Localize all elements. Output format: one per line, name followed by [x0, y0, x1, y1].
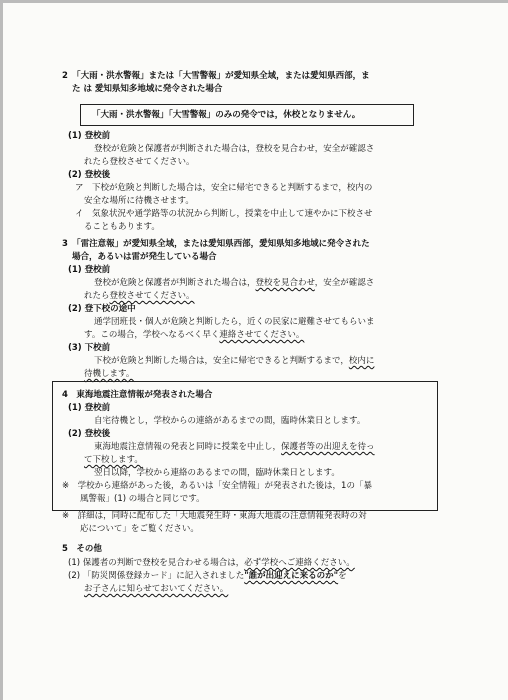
- s4-item2-label: (2) 登校後: [68, 429, 111, 439]
- scan-edge-left: [0, 0, 3, 700]
- s5-item1: (1) 保護者の判断で登校を見合わせる場合は，必ず学校へご連絡ください。: [68, 558, 355, 568]
- s2-item1-line1: 登校が危険と保護者が判断された場合は，登校を見合わせ，安全が確認さ: [94, 144, 375, 154]
- s4-item1-label: (1) 登校前: [68, 403, 111, 413]
- notice-text: 「大雨・洪水警報」「大雪警報」のみの発令では，休校となりません。: [92, 110, 361, 120]
- s4-item2-line3: 翌日以降，学校から連絡のあるまでの間，臨時休業日とします。: [94, 468, 340, 478]
- s4-item2-line2: て下校します。: [84, 455, 143, 465]
- s4-item2-line1: 東海地震注意情報の発表と同時に授業を中止し，保護者等の出迎えを待っ: [94, 442, 375, 452]
- section-5-heading: 5 その他: [62, 544, 102, 554]
- s3-item3-line2: 待機します。: [84, 369, 135, 379]
- s2-item1-line2: れたら登校させてください。: [84, 157, 195, 167]
- s3-item1-label: (1) 登校前: [68, 265, 111, 275]
- s2-item2-a-line2: 安全な場所に待機させます。: [84, 196, 194, 206]
- s4-note2-line1: ※ 詳細は，同時に配布した「大地震発生時・東海大地震の注意情報発表時の対: [62, 511, 367, 521]
- s3-item2-line1: 通学団班長・個人が危険と判断したら，近くの民家に避難させてもらいま: [94, 317, 375, 327]
- s3-item3-line1: 下校が危険と判断した場合は，安全に帰宅できると判断するまで，校内に: [94, 356, 375, 366]
- s4-note1-line1: ※ 学校から連絡があった後，あるいは「安全情報」が発表された後は，1の「暴: [62, 481, 372, 491]
- s3-item2-line2: す。この場合，学校へなるべく早く連絡させてください。: [84, 330, 305, 340]
- section-3-heading-line2: 場合，あるいは雷が発生している場合: [72, 252, 217, 262]
- s5-item2-line1: (2) 「防災関係登録カード」に記入されました"誰が出迎えに来るのか"を: [68, 571, 347, 581]
- section-4-heading: 4 東海地震注意情報が発表された場合: [62, 390, 213, 400]
- s3-item1-line2: れたら登校させてください。: [84, 291, 195, 301]
- s2-item2-a-line1: ア 下校が危険と判断した場合は，安全に帰宅できると判断するまで，校内の: [75, 183, 373, 193]
- s2-item2-label: (2) 登校後: [68, 170, 111, 180]
- s3-item2-label: (2) 登下校の途中: [68, 304, 136, 314]
- s4-note2-line2: 応について」をご覧ください。: [80, 524, 199, 534]
- s4-item1-line1: 自宅待機とし，学校からの連絡があるまでの間，臨時休業日とします。: [94, 416, 366, 426]
- s4-note1-line2: 風警報」(1) の場合と同じです。: [80, 494, 205, 504]
- section-2-heading-line1: 2 「大雨・洪水警報」または「大雪警報」が愛知県全域，または愛知県西部，ま: [62, 71, 370, 81]
- s2-item1-label: (1) 登校前: [68, 131, 111, 141]
- section-3-heading-line1: 3 「雷注意報」が愛知県全域，または愛知県西部，愛知県知多地域に発令された: [62, 239, 370, 249]
- s3-item3-label: (3) 下校前: [68, 343, 111, 353]
- s2-item2-i-line1: イ 気象状況や通学路等の状況から判断し，授業を中止して速やかに下校させ: [75, 209, 373, 219]
- scan-edge-top: [0, 0, 508, 3]
- s5-item2-line2: お子さんに知らせておいてください。: [84, 584, 229, 594]
- s3-item1-line1: 登校が危険と保護者が判断された場合は，登校を見合わせ，安全が確認さ: [94, 278, 375, 288]
- section-2-heading-line2: た は 愛知県知多地域に発令された場合: [72, 84, 223, 94]
- s2-item2-i-line2: ることもあります。: [84, 222, 160, 232]
